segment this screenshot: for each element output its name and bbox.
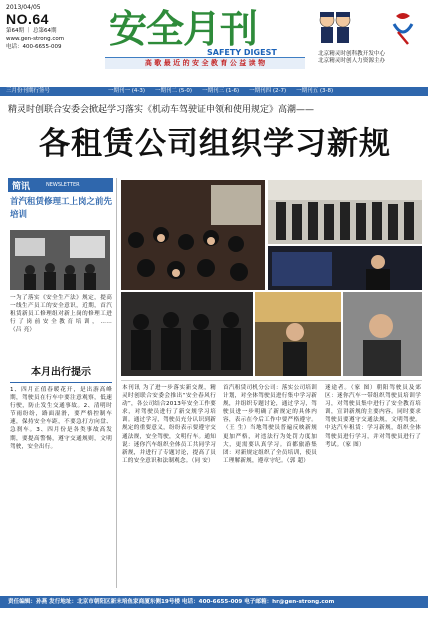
date-bar-item: 一期刊二 (5-0) bbox=[155, 88, 193, 94]
kicker: 精灵时创联合安委会掀起学习落实《机动车驾驶证申领和使用规定》高潮—— bbox=[8, 105, 315, 115]
title-cn: 安全月刊 bbox=[109, 7, 258, 51]
date-bar-item: 一期刊四 (2-7) bbox=[249, 88, 287, 94]
brief-body-text: 一为了落实《安全生产法》规定，提高一线生产员工的安全意识，近期，首汽租赁新员工修理组对新上岗的修理工进行了岗前安全教育培训，…… bbox=[10, 295, 112, 326]
brief-tab bbox=[8, 178, 113, 192]
title-en: SAFETY DIGEST bbox=[207, 48, 277, 57]
brief-tab-en: NEWSLETTER bbox=[46, 182, 80, 188]
photo-lecture bbox=[121, 292, 253, 376]
tips-body: 1、四月正值春暖花开，是出游高峰期，驾驶员在行车中要注意观察，低速行驶，防止发生交通事故。2、清明时节雨纷纷，路面湿滑，要严格控制车速，保持安全车距，不要急打方向盘、急刹车。3、四月份是各类事故高发期，要提高警惕，遵守交通规则，文明驾驶，安全出行。 bbox=[10, 387, 112, 450]
photo-portrait bbox=[343, 292, 422, 376]
footer-text: 责任编辑：孙燕 发行地址：北京市朝阳区新末培鱼家商厦东侧19号楼 电话：400-6655-009 电子邮箱：hr@gen-strong.com bbox=[8, 599, 335, 605]
title-logo bbox=[107, 4, 307, 68]
date-bar-item: 一期刊五 (3-8) bbox=[296, 88, 334, 94]
tips-title: 本月出行提示 bbox=[31, 367, 91, 378]
sponsor-logo-icon bbox=[388, 10, 418, 48]
footer-bar bbox=[0, 596, 428, 608]
article-rule bbox=[121, 380, 422, 381]
slogan-band bbox=[105, 57, 305, 69]
brief-title: 首汽租赁修理工上岗之前先培训 bbox=[10, 197, 113, 220]
photo-group bbox=[268, 180, 422, 244]
date-bar-item: 一期刊一 (4-3) bbox=[108, 88, 146, 94]
article-col-2: 首汽租赁司机分公司：落实公司培训计划，对全体驾驶员进行集中学习新规，并组织专题讨论，通过学习，驾驶员进一步明确了新规定的具体内容，表示在今后工作中要严格遵守。（王 生）当地驾驶员普遍反映新规更加严格，对违法行为处罚力度加大，更需要认真学习。首都旅游集团：对新规定组织了全员培训，使员工理解新规，遵章守纪。（郭 超） bbox=[223, 385, 317, 464]
brief-photo bbox=[10, 230, 110, 290]
sponsor-1: 北京精灵时创科教开发中心 bbox=[318, 51, 386, 57]
slogan: 高 歌 最 近 的 安 全 教 育 公 益 读 物 bbox=[144, 59, 266, 67]
column-divider bbox=[116, 178, 117, 588]
brief-body bbox=[10, 294, 112, 354]
brief-tab-label: 简讯 bbox=[12, 182, 31, 192]
date-bar-item: 一期刊三 (1-6) bbox=[202, 88, 240, 94]
issue-number: NO.64 bbox=[6, 11, 49, 27]
issue-date: 2013/04/05 bbox=[6, 4, 41, 11]
date-bar-left: 三月份刊期行签号 bbox=[6, 88, 51, 94]
photo-speaker bbox=[255, 292, 341, 376]
article-col-1: 本刊讯 为了进一步落实新交规，精灵时创联合安委会推出“安全春风行动”，各公司结合2013年安全工作要求，对驾驶员进行了新交规学习培训。通过学习，驾驶员充分认识到新规定的重要意义，纷纷表示要遵守交通法规，安全驾驶，文明行车。通知说：迷你汽车组织全体员工共同学习新规，并进行了专题讨论，提高了员工的安全意识和法制观念。（同 安） bbox=[122, 385, 216, 464]
website[interactable]: www.gen-strong.com bbox=[6, 36, 65, 42]
article-col-3: 迷途者。（家 图）朝阳驾驶员及郊区：迷你汽车一带组织驾驶员培训学习，对驾驶员集中进行了安全教育培训，宣讲新规的主要内容。同时要求驾驶员要遵守交通法规，文明驾驶。中达汽车租赁：学习新规，组织全体驾驶员进行学习，并对驾驶员进行了考试。（家 图） bbox=[325, 385, 421, 448]
masthead-left bbox=[6, 4, 106, 70]
phone: 电话：400-6655-009 bbox=[6, 44, 62, 50]
photo-speaker-podium bbox=[268, 246, 422, 290]
brief-author: （吕 亮） bbox=[10, 327, 36, 334]
issue-line: 第64期 ｜ 总第64期 bbox=[6, 28, 57, 34]
date-bar bbox=[0, 87, 428, 96]
date-bar-items bbox=[108, 87, 333, 96]
photo-training-class bbox=[121, 180, 265, 290]
tips-rule bbox=[10, 382, 112, 383]
sponsor-2: 北京精灵时创人力资源主办 bbox=[318, 58, 386, 64]
police-mascot-icon bbox=[318, 8, 352, 50]
headline: 各租赁公司组织学习新规 bbox=[39, 126, 391, 162]
